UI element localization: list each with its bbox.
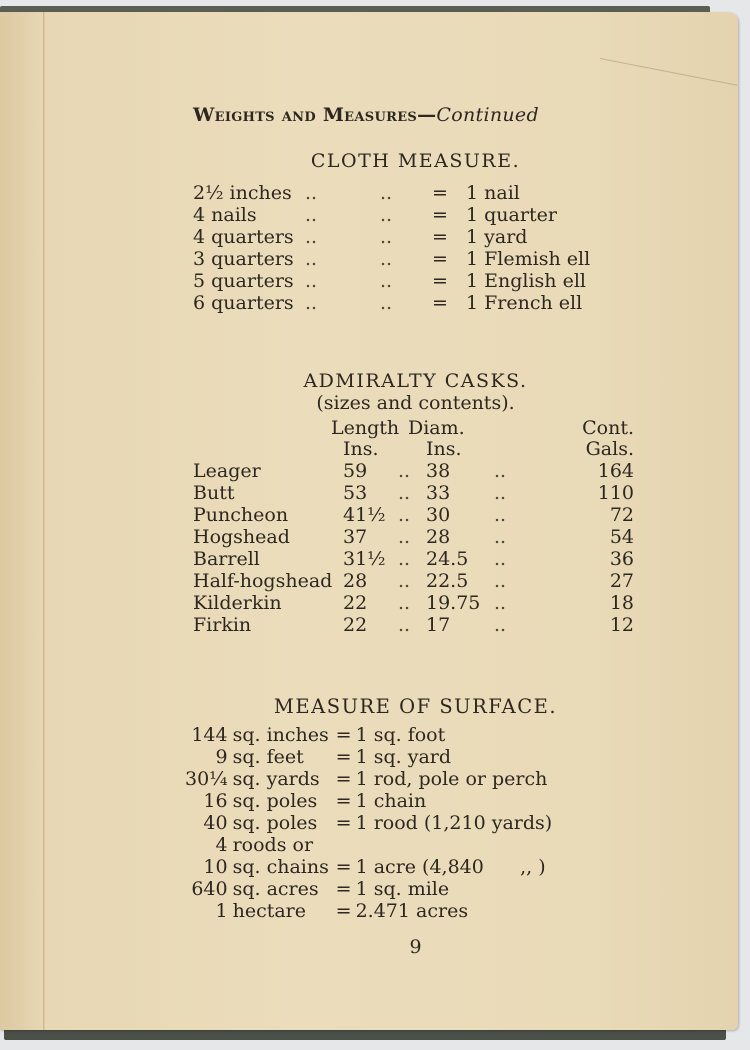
- cloth-row: [193, 292, 590, 314]
- leader-dots: ..: [380, 292, 393, 314]
- cask-name: Half-hogshead: [193, 570, 333, 592]
- header-cont: Cont.: [582, 417, 634, 439]
- surface-unit: sq. acres: [232, 878, 319, 900]
- cloth-to: 1 quarter: [466, 204, 557, 226]
- leader-dots: ..: [380, 182, 393, 204]
- cloth-to: 1 Flemish ell: [466, 248, 591, 270]
- cloth-from: 4 quarters: [193, 226, 294, 248]
- surface-unit: sq. yards: [232, 768, 320, 790]
- surface-qty: 640: [191, 878, 228, 900]
- leader-dots: ..: [398, 460, 411, 482]
- cask-diam: 38: [426, 460, 451, 482]
- equals-sign: =: [335, 900, 352, 922]
- cask-row: [193, 482, 634, 504]
- surface-qty: 9: [215, 746, 228, 768]
- cask-length: 53: [343, 482, 368, 504]
- cloth-row: [193, 270, 590, 292]
- equals-sign: =: [335, 768, 352, 790]
- equals-sign: =: [432, 292, 448, 314]
- cloth-to: 1 yard: [466, 226, 528, 248]
- cask-row: [193, 614, 634, 636]
- cask-diam: 17: [426, 614, 451, 636]
- cask-name: Firkin: [193, 614, 252, 636]
- surface-row: [185, 878, 552, 900]
- surface-row: [185, 834, 552, 856]
- leader-dots: ..: [494, 504, 507, 526]
- equals-sign: =: [335, 856, 352, 878]
- cask-diam: 19.75: [426, 592, 481, 614]
- surface-row: [185, 724, 552, 746]
- surface-row: [185, 900, 552, 922]
- leader-dots: ..: [398, 526, 411, 548]
- cask-length: 59: [343, 460, 368, 482]
- surface-result: 1 sq. yard: [355, 746, 452, 768]
- leader-dots: ..: [398, 592, 411, 614]
- cloth-from: 4 nails: [193, 204, 257, 226]
- leader-dots: ..: [494, 548, 507, 570]
- surface-qty: 40: [203, 812, 228, 834]
- equals-sign: =: [335, 812, 352, 834]
- leader-dots: ..: [494, 482, 507, 504]
- leader-dots: ..: [305, 270, 318, 292]
- cask-contents: 12: [609, 614, 634, 636]
- cloth-row: [193, 226, 590, 248]
- cask-contents: 72: [609, 504, 634, 526]
- cloth-measure-table: [193, 182, 590, 314]
- cask-diam: 24.5: [426, 548, 469, 570]
- cask-name: Butt: [193, 482, 235, 504]
- cask-contents: 110: [597, 482, 634, 504]
- cloth-row: [193, 182, 590, 204]
- admiralty-casks-title: ADMIRALTY CASKS.: [303, 370, 528, 392]
- cask-row: [193, 460, 634, 482]
- cask-length: 37: [343, 526, 368, 548]
- running-head-main: Weights and Measures—: [193, 104, 437, 126]
- surface-row: [185, 856, 552, 878]
- leader-dots: ..: [398, 614, 411, 636]
- surface-row: [185, 746, 552, 768]
- surface-result: 1 acre (4,840 ,, ): [355, 856, 546, 878]
- equals-sign: =: [432, 182, 448, 204]
- cask-contents: 27: [609, 570, 634, 592]
- cloth-from: 5 quarters: [193, 270, 294, 292]
- cask-diam: 33: [426, 482, 451, 504]
- equals-sign: =: [432, 248, 448, 270]
- surface-unit: sq. feet: [232, 746, 304, 768]
- surface-qty: 144: [191, 724, 228, 746]
- surface-row: [185, 812, 552, 834]
- header-diam: Diam.: [408, 417, 465, 439]
- cask-diam: 30: [426, 504, 451, 526]
- cask-row: [193, 570, 634, 592]
- leader-dots: ..: [494, 570, 507, 592]
- cask-name: Barrell: [193, 548, 260, 570]
- page-number: 9: [409, 936, 422, 958]
- surface-result: 1 rood (1,210 yards): [355, 812, 553, 834]
- leader-dots: ..: [494, 614, 507, 636]
- header-length: Length: [331, 417, 400, 439]
- cask-length: 41½: [343, 504, 386, 526]
- surface-unit: sq. chains: [232, 856, 329, 878]
- cloth-from: 2½ inches: [193, 182, 292, 204]
- cloth-measure-title: CLOTH MEASURE.: [310, 150, 521, 172]
- leader-dots: ..: [305, 226, 318, 248]
- equals-sign: =: [432, 204, 448, 226]
- equals-sign: =: [432, 270, 448, 292]
- surface-row: [185, 768, 552, 790]
- cask-row: [193, 504, 634, 526]
- cask-contents: 54: [609, 526, 634, 548]
- leader-dots: ..: [380, 204, 393, 226]
- surface-result: 1 chain: [355, 790, 427, 812]
- header-length-unit: Ins.: [343, 438, 379, 460]
- equals-sign: =: [432, 226, 448, 248]
- leader-dots: ..: [398, 482, 411, 504]
- page-gutter: [43, 12, 45, 1030]
- cloth-to: 1 French ell: [466, 292, 583, 314]
- cask-length: 31½: [343, 548, 386, 570]
- surface-measure-table: [185, 724, 552, 922]
- surface-result: 1 rod, pole or perch: [355, 768, 548, 790]
- cask-row: [193, 526, 634, 548]
- surface-measure-title: MEASURE OF SURFACE.: [273, 695, 558, 718]
- cloth-from: 3 quarters: [193, 248, 294, 270]
- surface-qty: 16: [203, 790, 228, 812]
- cask-contents: 164: [597, 460, 634, 482]
- header-diam-unit: Ins.: [426, 438, 462, 460]
- cask-contents: 18: [609, 592, 634, 614]
- cask-name: Hogshead: [193, 526, 290, 548]
- leader-dots: ..: [305, 248, 318, 270]
- surface-unit: roods or: [232, 834, 314, 856]
- admiralty-casks-subtitle: (sizes and contents).: [316, 392, 515, 414]
- cask-diam: 22.5: [426, 570, 469, 592]
- leader-dots: ..: [380, 248, 393, 270]
- leader-dots: ..: [305, 204, 318, 226]
- leader-dots: ..: [494, 460, 507, 482]
- cloth-row: [193, 248, 590, 270]
- leader-dots: ..: [398, 570, 411, 592]
- admiralty-casks-table: [193, 418, 634, 636]
- cask-length: 22: [343, 592, 368, 614]
- cask-name: Puncheon: [193, 504, 289, 526]
- running-head: [193, 104, 638, 132]
- leader-dots: ..: [305, 182, 318, 204]
- surface-qty: 30¼: [185, 768, 228, 790]
- leader-dots: ..: [494, 592, 507, 614]
- equals-sign: =: [335, 746, 352, 768]
- cask-length: 22: [343, 614, 368, 636]
- cask-name: Kilderkin: [193, 592, 282, 614]
- surface-result: [356, 834, 553, 856]
- equals-sign: [336, 834, 356, 856]
- surface-row: [185, 790, 552, 812]
- leader-dots: ..: [380, 270, 393, 292]
- cloth-to: 1 nail: [466, 182, 520, 204]
- cloth-to: 1 English ell: [466, 270, 586, 292]
- surface-result: 1 sq. foot: [355, 724, 446, 746]
- cask-row: [193, 592, 634, 614]
- surface-qty: 1: [215, 900, 228, 922]
- equals-sign: =: [335, 878, 352, 900]
- casks-unit-row: [193, 439, 634, 460]
- surface-result: 1 sq. mile: [355, 878, 450, 900]
- cask-contents: 36: [609, 548, 634, 570]
- leader-dots: ..: [398, 548, 411, 570]
- casks-header-row: [193, 418, 634, 439]
- surface-qty: 10: [203, 856, 228, 878]
- cloth-from: 6 quarters: [193, 292, 294, 314]
- running-head-italic: Continued: [436, 104, 539, 126]
- page-content: [185, 104, 638, 977]
- equals-sign: =: [335, 790, 352, 812]
- surface-unit: sq. poles: [232, 790, 318, 812]
- leader-dots: ..: [494, 526, 507, 548]
- surface-result: 2.471 acres: [355, 900, 469, 922]
- equals-sign: =: [335, 724, 352, 746]
- header-cont-unit: Gals.: [585, 438, 634, 460]
- leader-dots: ..: [380, 226, 393, 248]
- cask-length: 28: [343, 570, 368, 592]
- cloth-row: [193, 204, 590, 226]
- cask-row: [193, 548, 634, 570]
- cask-name: Leager: [193, 460, 261, 482]
- leader-dots: ..: [398, 504, 411, 526]
- leader-dots: ..: [305, 292, 318, 314]
- surface-unit: sq. inches: [232, 724, 329, 746]
- surface-unit: sq. poles: [232, 812, 318, 834]
- surface-qty: 4: [215, 834, 228, 856]
- cask-diam: 28: [426, 526, 451, 548]
- surface-unit: hectare: [232, 900, 307, 922]
